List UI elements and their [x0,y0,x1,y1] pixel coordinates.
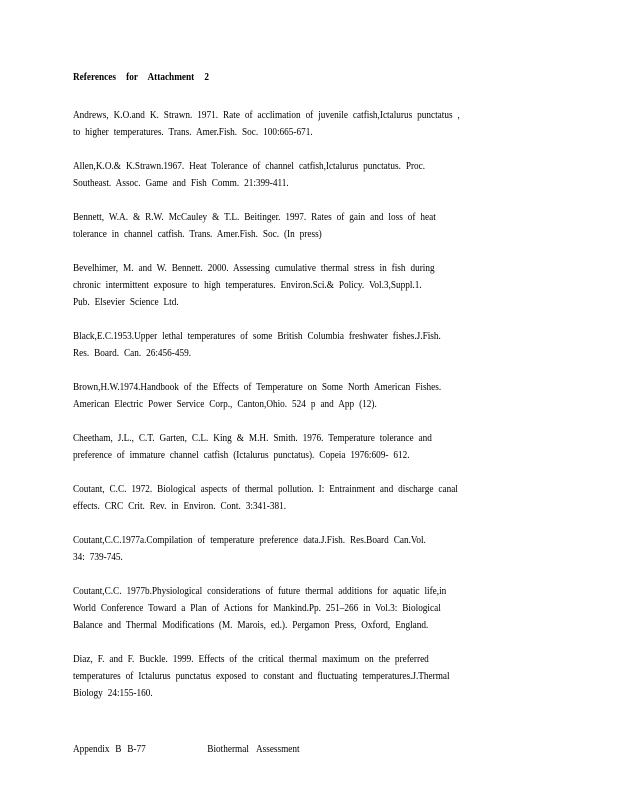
reference-line: 34: 739-745. [73,552,123,563]
reference-line: Balance and Thermal Modifications (M. Marois, ed.). Pergamon Press, Oxford, England. [73,620,429,631]
reference-line: Pub. Elsevier Science Ltd. [73,297,179,308]
reference-entry [73,583,541,634]
reference-line: preference of immature channel catfish (Ictalurus punctatus). Copeia 1976:609- 612. [73,450,410,461]
appendix-page-label: Appendix B B-77 [73,744,146,755]
reference-entry [73,430,541,464]
reference-line: temperatures of Ictalurus punctatus exposed to constant and fluctuating temperatures.J.Thermal [73,671,450,682]
reference-entry [73,158,541,192]
reference-entry [73,107,541,141]
reference-entry [73,260,541,311]
reference-line: Brown,H.W.1974.Handbook of the Effects of Temperature on Some North American Fishes. [73,382,442,393]
page-footer [73,744,300,755]
footer-title: Biothermal Assessment [207,744,300,755]
reference-entry [73,651,541,702]
reference-line: Diaz, F. and F. Buckle. 1999. Effects of the critical thermal maximum on the preferred [73,654,429,665]
reference-line: Cheetham, J.L., C.T. Garten, C.L. King & M.H. Smith. 1976. Temperature tolerance and [73,433,432,444]
reference-entry [73,379,541,413]
reference-line: chronic intermittent exposure to high temperatures. Environ.Sci.& Policy. Vol.3,Suppl.1. [73,280,422,291]
reference-entry [73,209,541,243]
reference-entry [73,481,541,515]
reference-line: Allen,K.O.& K.Strawn.1967. Heat Tolerance of channel catfish,Ictalurus punctatus. Proc. [73,161,426,172]
reference-list [73,107,541,719]
reference-line: Biology 24:155-160. [73,688,153,699]
reference-line: Southeast. Assoc. Game and Fish Comm. 21:399-411. [73,178,289,189]
reference-line: Andrews, K.O.and K. Strawn. 1971. Rate of acclimation of juvenile catfish,Ictalurus punctatus , [73,110,460,121]
reference-entry [73,328,541,362]
references-heading: References for Attachment 2 [73,72,210,83]
reference-entry [73,532,541,566]
reference-line: tolerance in channel catfish. Trans. Amer.Fish. Soc. (In press) [73,229,322,240]
reference-line: Coutant, C.C. 1972. Biological aspects of thermal pollution. I: Entrainment and discharge canal [73,484,458,495]
reference-line: Bevelhimer, M. and W. Bennett. 2000. Assessing cumulative thermal stress in fish during [73,263,435,274]
reference-line: Bennett, W.A. & R.W. McCauley & T.L. Beitinger. 1997. Rates of gain and loss of heat [73,212,436,223]
reference-line: Black,E.C.1953.Upper lethal temperatures of some British Columbia freshwater fishes.J.Fish. [73,331,441,342]
reference-line: American Electric Power Service Corp., Canton,Ohio. 524 p and App (12). [73,399,377,410]
reference-line: World Conference Toward a Plan of Actions for Mankind.Pp. 251–266 in Vol.3: Biological [73,603,441,614]
reference-line: Coutant,C.C.1977a.Compilation of temperature preference data.J.Fish. Res.Board Can.Vol. [73,535,426,546]
reference-line: Coutant,C.C. 1977b.Physiological considerations of future thermal additions for aquatic life,in [73,586,447,597]
reference-line: Res. Board. Can. 26:456-459. [73,348,192,359]
reference-line: effects. CRC Crit. Rev. in Environ. Cont. 3:341-381. [73,501,287,512]
reference-line: to higher temperatures. Trans. Amer.Fish. Soc. 100:665-671. [73,127,313,138]
